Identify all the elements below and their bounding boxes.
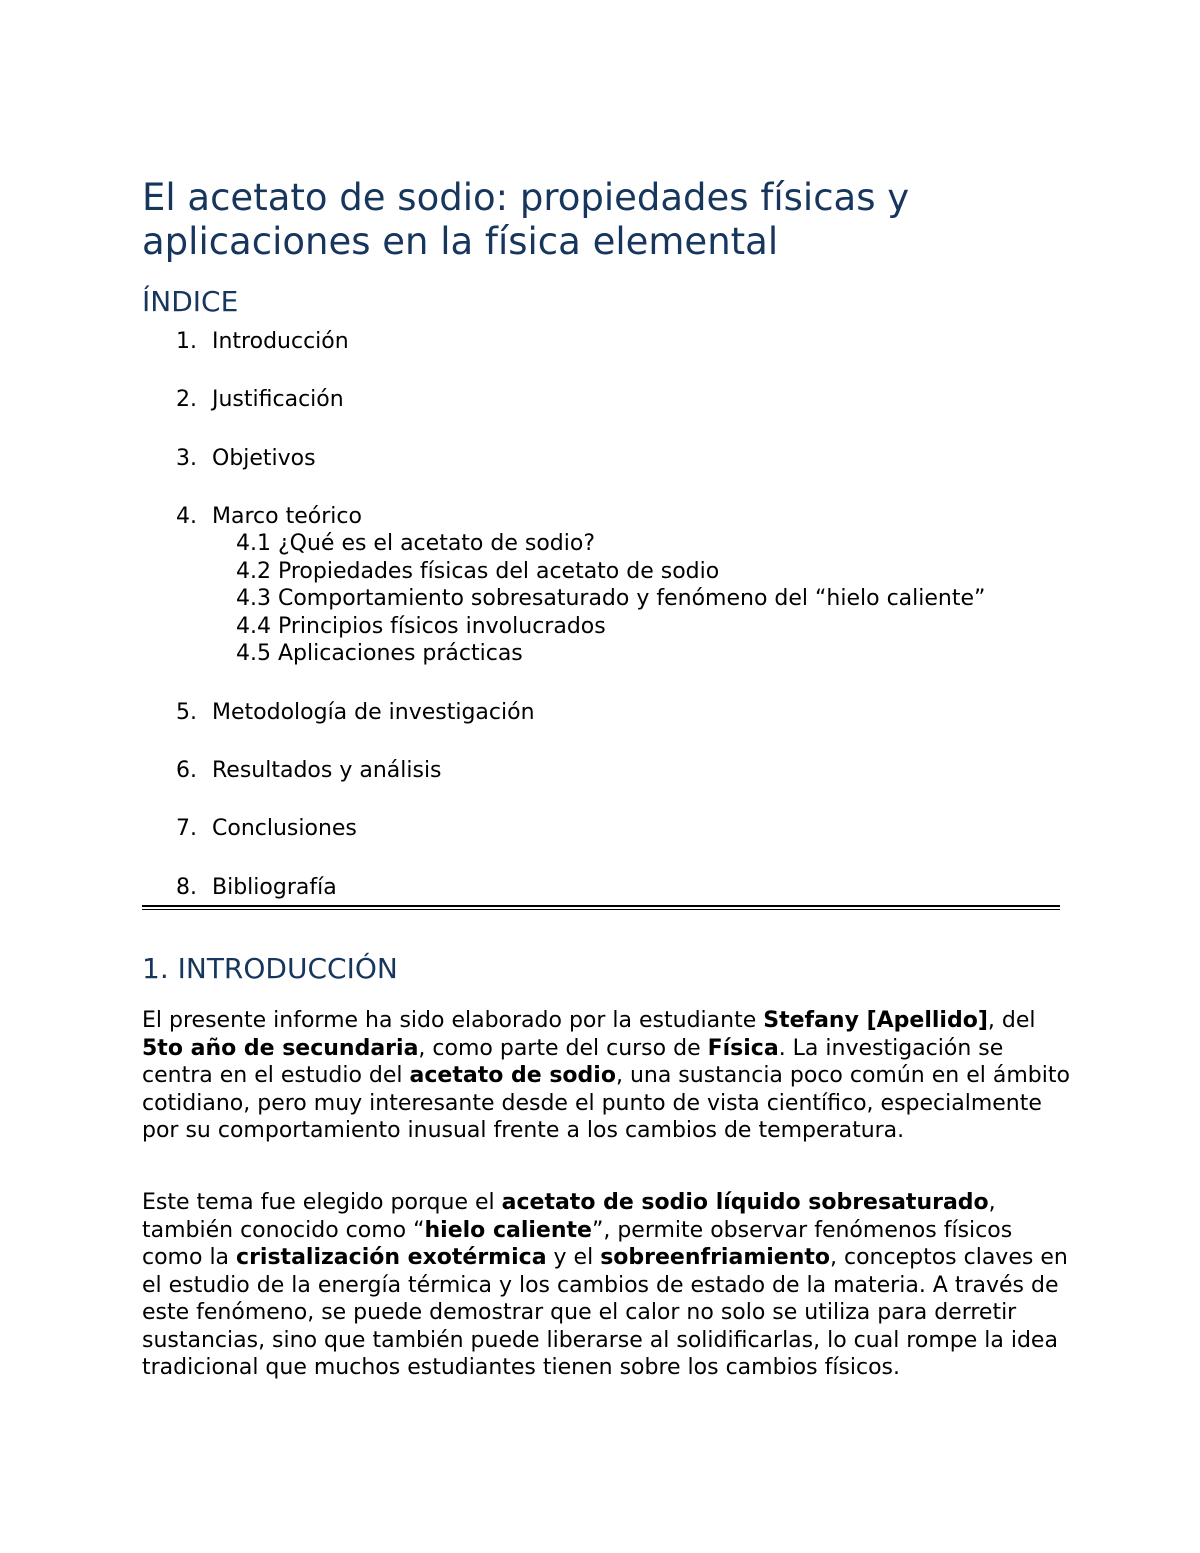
bold-run: Física (707, 1035, 779, 1061)
toc-label: Objetivos (212, 446, 316, 471)
bold-run: hielo caliente (424, 1217, 592, 1243)
text-run: , como parte del curso de (418, 1035, 708, 1061)
toc-number: 7. (176, 816, 197, 841)
bold-run: acetato de sodio (409, 1063, 616, 1088)
toc-label: Resultados y análisis (212, 758, 442, 783)
toc-item-justificacion (176, 386, 344, 414)
toc-number: 3. (176, 446, 197, 471)
bold-run: sobreenfriamiento (600, 1245, 830, 1270)
toc-subitem-4-4: 4.4 Principios físicos involucrados (236, 614, 606, 639)
text-run: , también conocido como “ (142, 1190, 996, 1243)
document-title: El acetato de sodio: propiedades físicas y aplicaciones en la física elemental (142, 176, 910, 263)
toc-label: Justificación (212, 387, 344, 412)
toc-label: Marco teórico (212, 504, 362, 529)
toc-number: 5. (176, 700, 197, 725)
index-heading: ÍNDICE (142, 285, 239, 318)
text-run: y el (546, 1245, 601, 1270)
toc-item-objetivos (176, 445, 316, 473)
text-run: ”, permite observar fenómenos físicos como la (142, 1217, 1013, 1270)
toc-item-metodologia (176, 699, 535, 727)
toc-label: Bibliografía (212, 875, 337, 900)
text-run: El presente informe ha sido elaborado por la estudiante (142, 1008, 764, 1033)
toc-item-resultados (176, 757, 442, 785)
toc-number: 2. (176, 387, 197, 412)
text-run: Este tema fue elegido porque el (142, 1190, 502, 1215)
bold-run: Stefany [Apellido] (763, 1008, 988, 1033)
toc-item-conclusiones (176, 815, 357, 843)
section-heading-introduccion: 1. INTRODUCCIÓN (142, 952, 398, 985)
toc-label: Introducción (212, 329, 349, 354)
text-run: , conceptos claves en el estudio de la energía térmica y los cambios de estado de la materia. A través de este fenómeno, se puede demostrar que el calor no solo se utiliza para derretir sustancias, sino que también puede liberarse al solidificarlas, lo cual rompe la idea tradicional que muchos estudiantes tienen sobre los cambios físicos. (142, 1245, 1068, 1380)
text-run: , del (987, 1008, 1036, 1033)
toc-subitem-4-1: 4.1 ¿Qué es el acetato de sodio? (236, 531, 596, 556)
toc-number: 1. (176, 329, 197, 354)
toc-number: 8. (176, 875, 197, 900)
toc-item-marco-teorico (176, 503, 362, 531)
intro-paragraph-2 (142, 1189, 1072, 1382)
toc-label: Conclusiones (212, 816, 357, 841)
toc-label: Metodología de investigación (212, 700, 535, 725)
toc-subitem-4-3: 4.3 Comportamiento sobresaturado y fenómeno del “hielo caliente” (236, 586, 986, 611)
toc-item-introduccion (176, 328, 349, 356)
toc-number: 4. (176, 504, 197, 529)
section-divider-thin (142, 909, 1060, 910)
section-divider (142, 905, 1060, 907)
toc-item-bibliografia (176, 874, 337, 902)
toc-subitem-4-5: 4.5 Aplicaciones prácticas (236, 641, 523, 666)
text-run: . La investigación se centra en el estudio del (142, 1035, 1004, 1088)
toc-subitem-4-2: 4.2 Propiedades físicas del acetato de sodio (236, 559, 720, 584)
text-run: , una sustancia poco común en el ámbito cotidiano, pero muy interesante desde el punto de vista científico, especialmente por su comportamiento inusual frente a los cambios de temperatura. (142, 1063, 1070, 1143)
bold-run: cristalización exotérmica (236, 1245, 547, 1270)
toc-number: 6. (176, 758, 197, 783)
bold-run: 5to año de secundaria (142, 1035, 419, 1061)
intro-paragraph-1 (142, 1007, 1072, 1145)
bold-run: acetato de sodio líquido sobresaturado (501, 1190, 989, 1215)
